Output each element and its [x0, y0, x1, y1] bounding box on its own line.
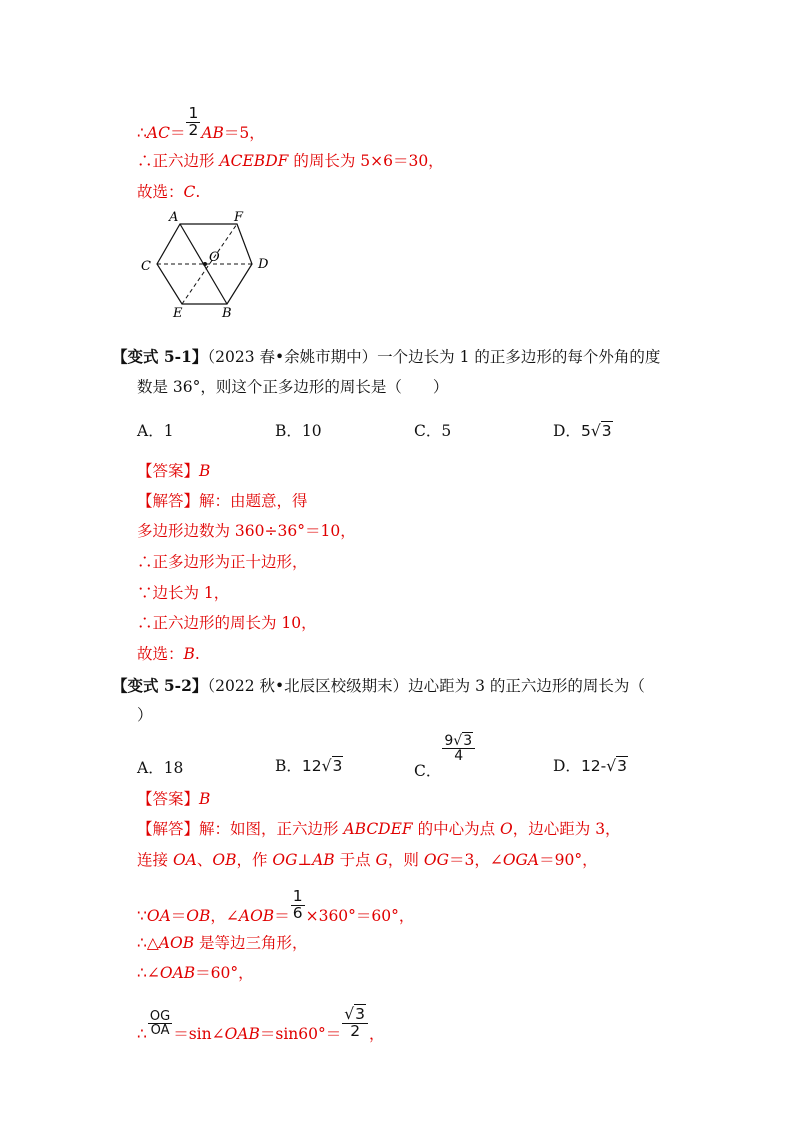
label-d: D — [258, 257, 269, 272]
fraction-one-half: $\frac{1}{2}$ — [188, 104, 199, 139]
option-c: C． $\frac{9√3}{4}$ — [414, 734, 476, 763]
solution-line: ∴ $\frac{OG}{OA}$ ＝sin∠OAB＝sin60°＝ $\frac{√3}{2}$ ， — [137, 1005, 385, 1043]
fraction-og-over-oa: $\frac{OG}{OA}$ — [149, 1008, 171, 1038]
fraction-one-sixth: $\frac{1}{6}$ — [292, 887, 303, 922]
solution-line-choose: 故选：C. — [137, 183, 201, 201]
question-5-2-stem-line1: 【变式 5-2】（2022 秋•北辰区校级期末）边心距为 3 的正六边形的周长为（ — [112, 676, 645, 695]
answer-line: 【答案】B — [137, 790, 211, 808]
solution-line: 故选：B. — [137, 645, 200, 663]
solution-line: ∵OA＝OB，∠AOB＝ $\frac{1}{6}$ ×360°＝60°， — [137, 887, 415, 925]
label-e: E — [173, 306, 183, 320]
question-5-2-stem-line2: ） — [137, 706, 153, 724]
solution-line: ∵边长为 1， — [137, 584, 230, 602]
label-b: B — [222, 306, 232, 320]
option-b: B．12√3 — [275, 757, 343, 775]
hexagon-figure — [135, 205, 285, 320]
solution-heading-line: 【解答】解：如图，正六边形 ABCDEF 的中心为点 O，边心距为 3， — [137, 820, 621, 838]
math-12-minus-sqrt-3: 12-√3 — [580, 757, 628, 775]
question-tag: 【变式 5-1】 — [112, 347, 208, 366]
solution-line: ∴∠OAB＝60°， — [137, 964, 254, 982]
solution-line-ac: ∴AC＝ $\frac{1}{2}$ AB＝5， — [137, 104, 265, 142]
question-5-1-stem-line1: 【变式 5-1】（2023 春•余姚市期中）一个边长为 1 的正多边形的每个外角的度 — [112, 347, 661, 366]
fraction-sqrt3-over-2: $\frac{√3}{2}$ — [342, 1007, 368, 1039]
answer-value: B — [199, 790, 211, 808]
fraction-9-sqrt3-over-4: $\frac{9√3}{4}$ — [442, 734, 475, 763]
therefore-symbol: ∴ — [137, 124, 147, 142]
solution-line: ∴正六边形的周长为 10， — [137, 614, 317, 632]
solution-heading-line: 【解答】解：由题意，得 — [137, 492, 308, 510]
option-c: C．5 — [414, 422, 452, 440]
label-f: F — [234, 210, 244, 225]
answer-line: 【答案】B — [137, 462, 211, 480]
solution-line: 多边形边数为 360÷36°＝10， — [137, 522, 356, 540]
option-b: B．10 — [275, 422, 322, 440]
answer-value: B — [199, 462, 211, 480]
question-tag: 【变式 5-2】 — [112, 676, 208, 695]
option-d: D．12-√3 — [553, 757, 628, 775]
option-a: A．1 — [137, 422, 174, 440]
option-a: A．18 — [137, 759, 184, 777]
solution-line-perimeter: ∴正六边形 ACEBDF 的周长为 5×6＝30， — [137, 152, 444, 170]
solution-line: ∴正多边形为正十边形， — [137, 553, 308, 571]
label-o: O — [209, 250, 220, 265]
question-5-1-stem-line2: 数是 36°，则这个正多边形的周长是（ ） — [137, 378, 449, 396]
math-12-sqrt-3: 12√3 — [301, 757, 343, 775]
solution-line: 连接 OA、OB，作 OG⊥AB 于点 G，则 OG＝3，∠OGA＝90°， — [137, 851, 598, 869]
math-5-sqrt-3: 5√3 — [580, 422, 612, 440]
label-c: C — [141, 259, 151, 274]
solution-line: ∴△AOB 是等边三角形， — [137, 934, 308, 952]
option-d: D．5√3 — [553, 422, 612, 440]
center-point-o — [203, 262, 207, 266]
label-a: A — [169, 210, 179, 225]
